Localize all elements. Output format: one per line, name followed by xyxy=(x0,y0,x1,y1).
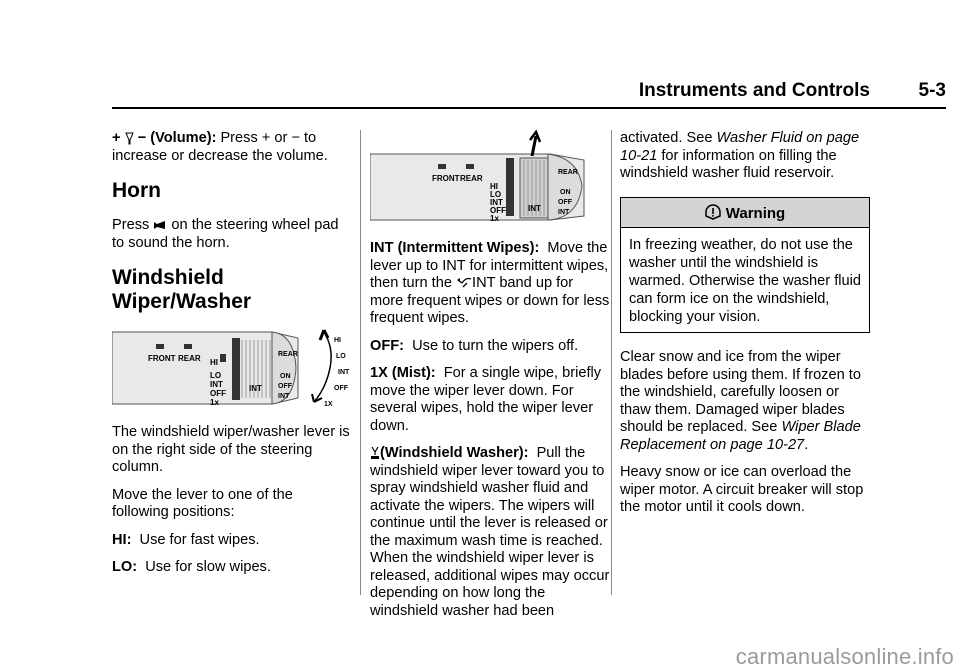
clear-snow-paragraph: Clear snow and ice from the wiper blades before using them. If frozen to the windshield, carefully loosen or thaw them. Damaged wiper blades should be replaced. See Wiper Blade Replacement on page 10-27. xyxy=(620,349,861,453)
washer-continued-paragraph: activated. See Washer Fluid on page 10-21 for information on filling the windshield washer fluid reservoir. xyxy=(620,130,860,181)
off-term: OFF: xyxy=(370,337,405,354)
wiper-icon xyxy=(456,277,472,289)
figure2-label-int: INT xyxy=(490,198,503,207)
wiper-lever-figure xyxy=(112,328,352,410)
callout-hi: HI xyxy=(334,337,341,344)
figure2-label-lo: LO xyxy=(490,190,502,199)
section-title: Instruments and Controls xyxy=(638,80,870,101)
figure-label-lo: LO xyxy=(210,371,222,380)
warning-header: Warning xyxy=(621,198,869,229)
figure-label-off-tip: OFF xyxy=(278,383,292,390)
figure2-label-front: FRONT xyxy=(432,174,460,183)
column-divider-1 xyxy=(360,130,361,595)
figure-label-rear: REAR xyxy=(178,354,201,363)
figure-label-off: OFF xyxy=(210,389,226,398)
warning-body: In freezing weather, do not use the washer until the windshield is warmed. Otherwise the washer fluid can form ice on the windshield, blocking your vision. xyxy=(629,237,861,325)
warning-box xyxy=(620,197,870,334)
figure2-label-hi: HI xyxy=(490,182,498,191)
wiper-washer-heading: Windshield Wiper/Washer xyxy=(112,266,252,313)
callout-lo: LO xyxy=(336,353,346,360)
horn-paragraph: Press on the steering wheel pad to sound the horn. xyxy=(112,217,339,251)
int-term: INT (Intermittent Wipes): xyxy=(370,240,540,256)
volume-paragraph xyxy=(112,130,352,165)
hi-term: HI: xyxy=(112,531,132,548)
page-number: 5-3 xyxy=(918,80,946,101)
callout-off: OFF xyxy=(334,385,348,392)
wiper-band-figure xyxy=(370,130,610,222)
figure-label-hi: HI xyxy=(210,358,218,367)
figure-label-1x: 1x xyxy=(210,398,219,407)
figure2-label-rear: REAR xyxy=(460,174,483,183)
horn-icon xyxy=(153,219,167,231)
header-rule xyxy=(112,107,946,109)
volume-text: Press + or − to increase or decrease the volume. xyxy=(112,130,328,164)
figure-label-front: FRONT xyxy=(148,354,176,363)
washer-paragraph: (Windshield Washer): Pull the windshield wiper lever toward you to spray windshield washer fluid and activate the wipers. The wipers will continue until the lever is released or the maximum wash time is reached. When the windshield wiper lever is released, additional wipes may occur depending on how long the windshield washer had been xyxy=(370,445,610,619)
off-paragraph: OFF: Use to turn the wipers off. xyxy=(370,337,579,354)
wiper-blade-link[interactable]: Wiper Blade Replacement on page 10-27 xyxy=(620,419,861,453)
column-3 xyxy=(620,130,870,527)
positions-intro-paragraph: Move the lever to one of the following positions: xyxy=(112,486,293,520)
mist-paragraph: 1X (Mist): For a single wipe, briefly move the wiper lever down. For several wipes, hold the wiper lever down. xyxy=(370,365,602,434)
volume-icon xyxy=(125,132,134,145)
washer-icon xyxy=(370,446,380,460)
horn-heading: Horn xyxy=(112,179,161,202)
page-header xyxy=(0,0,960,118)
mist-term: 1X (Mist): xyxy=(370,365,436,381)
figure-label-int-band: INT xyxy=(249,384,262,393)
hi-paragraph: HI: Use for fast wipes. xyxy=(112,531,260,548)
wiper-location-paragraph: The windshield wiper/washer lever is on the right side of the steering column. xyxy=(112,424,350,475)
washer-term: (Windshield Washer): xyxy=(380,445,529,461)
lo-term: LO: xyxy=(112,559,138,575)
column-2 xyxy=(370,130,610,630)
int-paragraph: INT (Intermittent Wipes): Move the lever up to INT for intermittent wipes, then turn the INT band up for more frequent wipes or down for less frequent wipes. xyxy=(370,240,610,326)
figure-label-rear-tip: REAR xyxy=(278,351,298,358)
figure2-label-int-tip: INT xyxy=(558,209,570,216)
figure2-label-off-tip: OFF xyxy=(558,199,572,206)
figure-label-on: ON xyxy=(280,373,291,380)
lo-paragraph: LO: Use for slow wipes. xyxy=(112,559,271,575)
callout-int: INT xyxy=(338,369,350,376)
warning-icon xyxy=(705,204,721,220)
figure-label-int: INT xyxy=(210,380,223,389)
washer-fluid-link[interactable]: Washer Fluid on page 10-21 xyxy=(620,130,860,164)
callout-1x: 1X xyxy=(324,401,333,408)
figure2-label-off: OFF xyxy=(490,206,506,215)
figure-label-int-tip: INT xyxy=(278,393,290,400)
heavy-snow-paragraph: Heavy snow or ice can overload the wiper motor. A circuit breaker will stop the motor until it cools down. xyxy=(620,464,864,515)
volume-term: + − (Volume): xyxy=(112,130,217,146)
figure2-label-1x: 1x xyxy=(490,214,499,222)
watermark: carmanualsonline.info xyxy=(735,644,954,669)
column-1 xyxy=(112,130,352,587)
figure2-label-on: ON xyxy=(560,189,571,196)
column-divider-2 xyxy=(611,130,612,595)
figure2-label-int-band: INT xyxy=(528,204,541,213)
figure2-label-rear-tip: REAR xyxy=(558,169,578,176)
